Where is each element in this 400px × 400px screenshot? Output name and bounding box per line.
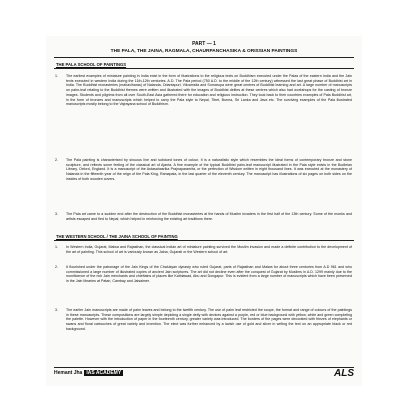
paragraph-number: 1. (55, 74, 58, 78)
document-page (46, 36, 362, 386)
paragraph: The earlier Jain manuscripts are made of palm leaves and belong to the twelfth century. The use of palm leaf restricted the scope, the format and range of colours of the paintings in these manuscripts. These compositions are largely simple depicting a single deity with devices against a purple, red or blue background with yellow, white and green completing the palette. However with the introduction of paper in the fourteenth century, greater variety was introduced. The borders of the pages were decorated with friezes of elephants or swans and floral cartouches of great variety and invention. The elect was further enhanced by a lavish use of gold and silver in writing the text on an appropriate black or red background. (66, 308, 352, 331)
paragraph-number: 2. (55, 158, 58, 162)
academy-brand (54, 370, 123, 376)
brand-badge: IAS ACADEMY (86, 370, 122, 376)
paragraph-number: 3. (55, 308, 58, 312)
paragraph: The Pala painting is characterised by sinuous line and subdued tones of colour. It is a naturalistic style which resembles the ideal forms of contemporary bronze and stone sculpture, and reflects some feeling of the classical art of Ajanta. A fine example of the typical Buddhist palm-leaf manuscript illustrated in the Pala style exists in the Bodleian Library, Oxford, England. It is a manuscript of the Astasahasrika Prajnaparamita, or the perfection of Wisdom written in eight thousand lines. It was executed at the monastery of Nalanda in the fifteenth year of the reign of the Pala King, Ramapala, in the last quarter of the eleventh century. The manuscript has illustrations of six pages on both sides on the insides of both wooden covers. (66, 158, 352, 181)
section-divider (54, 68, 354, 69)
paragraph: The Pala art came to a sudden end after the destruction of the Buddhist monasteries at the hands of Muslim invaders in the first half of the 13th century. Some of the monks and artists escaped and fled to Nepal, which helped in reinforcing the existing art traditions there. (66, 212, 352, 221)
footer-divider (54, 367, 354, 368)
section-heading: THE WESTERN SCHOOL / THE JAINA SCHOOL OF PAINTING (56, 234, 178, 239)
paragraph: The earliest examples of miniature painting in India exist in the form of illustrations to the religious texts on Buddhism executed under the Palas of the eastern India and the Jain texts executed in western India during the 11th-12th centuries. A.D. The Pala period (750 A.D. to the middle of the 12th century) witnessed the last great phase of Buddhist art in India. The Buddhist monasteries (mahaviharas) of Nalanda, Odantapuri, Vikramsila and Somarupa were great centres of Buddhist learning and art. A large number of manuscripts on palm-leaf relating to the Buddhist themes were written and illustrated with the images of Buddhist deities at these centres which also had workshops for the casting of bronze images. Students and pilgrims from all over South-East Asia gathered there for education and religious instruction. They took back to their countries examples of Pala Buddhist art, in the form of bronzes and manuscripts which helped to carry the Pala style to Nepal, Tibet, Burma, Sri Lanka and Java etc. The surviving examples of the Pala illustrated manuscripts mostly belong to the Vajrayana school of Buddhism. (66, 74, 352, 107)
als-logo: ALS (334, 368, 354, 379)
paragraph-number: 3. (55, 212, 58, 216)
paragraph: In Western India, Gujarat, Malwa and Rajasthan, the classical Indian art of miniature painting survived the Muslim invasion and made a definite contribution to the development of the art of painting. This school of art is variously known as Jaina, Gujarati or the Western school of art. (66, 245, 352, 254)
section-divider (54, 240, 354, 241)
paragraph: It flourished under the patronage of the Jain Kings of the Chalukyan dynasty who ruled Gujarat, parts of Rajasthan and Malwa for about three centuries from A.D 961 and who commissioned a large number of illustrated copies of ancient Jain scriptures. The art did not decline even after the conquest of Gujarat by Muslims in A.D. 1299 mainly due to the munificence of the rich Jain merchants and chieftains of places like Kathiawad, Abu and Dongapur. This is evident from a large number of manuscripts which have been preserved in the Jain libraries at Patan, Cambay and Jaisalmer. (66, 265, 352, 284)
page-title: THE PALA, THE JAINA, RAGMALA, CHAURPANCHASIKA & ORISSIAN PAINTINGS (110, 49, 298, 54)
paragraph-number: 2. (55, 265, 58, 269)
footer (54, 370, 354, 380)
title-divider (54, 57, 354, 58)
part-label: PART — 1 (192, 41, 216, 47)
brand-name: Hemant Jha (54, 370, 83, 376)
section-heading: THE PALA SCHOOL OF PAINTINGS (56, 62, 127, 67)
paragraph-number: 1. (55, 245, 58, 249)
